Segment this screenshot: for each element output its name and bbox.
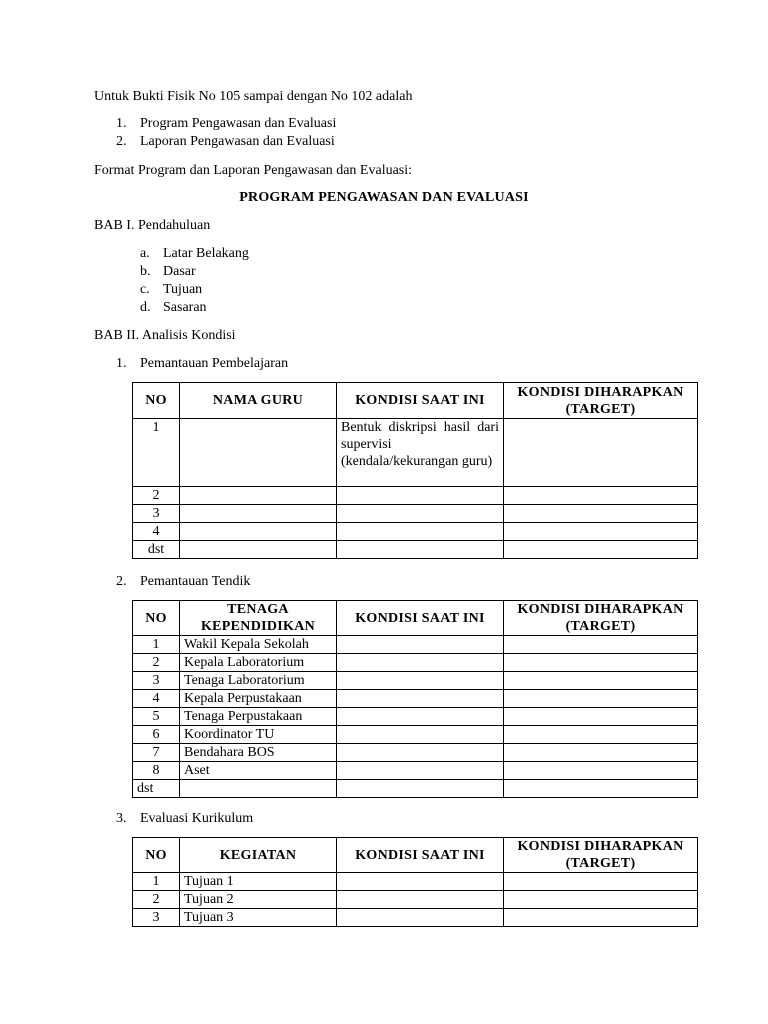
cell-no: 4 — [133, 690, 180, 708]
header-kegiatan: KEGIATAN — [180, 838, 337, 873]
bab2-heading: BAB II. Analisis Kondisi — [94, 328, 236, 343]
cell-tenaga — [180, 780, 337, 798]
cell-kondisi-saat-ini — [337, 744, 504, 762]
bab1-heading: BAB I. Pendahuluan — [94, 218, 211, 233]
intro-text: Untuk Bukti Fisik No 105 sampai dengan No 102 adalah — [94, 89, 413, 104]
cell-kondisi-saat-ini — [337, 891, 504, 909]
cell-kondisi-saat-ini — [337, 708, 504, 726]
intro-list-number: 2. — [116, 134, 127, 149]
bab1-item: Sasaran — [163, 300, 207, 315]
document-title: PROGRAM PENGAWASAN DAN EVALUASI — [239, 190, 529, 205]
cell-no: dst — [133, 541, 180, 559]
header-kondisi-diharapkan: KONDISI DIHARAPKAN (TARGET) — [504, 383, 698, 419]
cell-kondisi-saat-ini — [337, 505, 504, 523]
cell-kondisi-diharapkan — [504, 708, 698, 726]
table-pemantauan-pembelajaran — [132, 382, 698, 559]
cell-kondisi-saat-ini — [337, 487, 504, 505]
cell-tenaga: Bendahara BOS — [180, 744, 337, 762]
cell-nama-guru — [180, 505, 337, 523]
table-row — [133, 780, 698, 798]
header-kondisi-diharapkan: KONDISI DIHARAPKAN (TARGET) — [504, 838, 698, 873]
header-no: NO — [133, 383, 180, 419]
cell-kondisi-diharapkan — [504, 744, 698, 762]
bab1-item-letter: a. — [140, 246, 150, 261]
cell-tenaga: Koordinator TU — [180, 726, 337, 744]
cell-kondisi-diharapkan — [504, 487, 698, 505]
header-no: NO — [133, 838, 180, 873]
cell-kondisi-diharapkan — [504, 654, 698, 672]
table-row — [133, 726, 698, 744]
header-nama-guru: NAMA GURU — [180, 383, 337, 419]
cell-kondisi-saat-ini — [337, 873, 504, 891]
cell-tenaga: Tenaga Laboratorium — [180, 672, 337, 690]
cell-kondisi-diharapkan — [504, 505, 698, 523]
cell-tenaga: Kepala Perpustakaan — [180, 690, 337, 708]
cell-kondisi-saat-ini — [337, 541, 504, 559]
cell-no: 2 — [133, 487, 180, 505]
cell-kegiatan: Tujuan 3 — [180, 909, 337, 927]
cell-no: 7 — [133, 744, 180, 762]
table-evaluasi-kurikulum — [132, 837, 698, 927]
cell-no: 2 — [133, 891, 180, 909]
table-row — [133, 487, 698, 505]
bab1-item-letter: b. — [140, 264, 151, 279]
cell-no: 1 — [133, 873, 180, 891]
table-row — [133, 690, 698, 708]
cell-no: 3 — [133, 672, 180, 690]
cell-no: 3 — [133, 505, 180, 523]
bab1-item: Dasar — [163, 264, 196, 279]
cell-no: 3 — [133, 909, 180, 927]
bab1-item: Latar Belakang — [163, 246, 249, 261]
cell-kondisi-diharapkan — [504, 672, 698, 690]
cell-kondisi-saat-ini — [337, 523, 504, 541]
cell-kondisi-diharapkan — [504, 909, 698, 927]
table-row — [133, 419, 698, 487]
cell-kondisi-saat-ini — [337, 726, 504, 744]
cell-kondisi-diharapkan — [504, 726, 698, 744]
table-row — [133, 505, 698, 523]
table-row — [133, 873, 698, 891]
cell-kondisi-diharapkan — [504, 891, 698, 909]
header-kondisi-diharapkan: KONDISI DIHARAPKAN (TARGET) — [504, 601, 698, 636]
table-row — [133, 523, 698, 541]
section-number: 2. — [116, 574, 127, 589]
cell-tenaga: Kepala Laboratorium — [180, 654, 337, 672]
cell-nama-guru — [180, 541, 337, 559]
header-kondisi-saat-ini: KONDISI SAAT INI — [337, 601, 504, 636]
header-kondisi-saat-ini: KONDISI SAAT INI — [337, 838, 504, 873]
table-header-row — [133, 383, 698, 419]
cell-nama-guru — [180, 419, 337, 487]
header-kondisi-saat-ini: KONDISI SAAT INI — [337, 383, 504, 419]
cell-no: 2 — [133, 654, 180, 672]
section-title: Evaluasi Kurikulum — [140, 811, 254, 826]
cell-kondisi-saat-ini — [337, 762, 504, 780]
bab1-item-letter: d. — [140, 300, 151, 315]
cell-kegiatan: Tujuan 2 — [180, 891, 337, 909]
table-pemantauan-tendik — [132, 600, 698, 798]
cell-kondisi-diharapkan — [504, 636, 698, 654]
cell-kondisi-diharapkan — [504, 523, 698, 541]
section-title: Pemantauan Pembelajaran — [140, 356, 289, 371]
table-row — [133, 654, 698, 672]
format-line: Format Program dan Laporan Pengawasan dan Evaluasi: — [94, 163, 413, 178]
table-row — [133, 636, 698, 654]
cell-nama-guru — [180, 523, 337, 541]
intro-list-item: Program Pengawasan dan Evaluasi — [140, 116, 337, 131]
cell-no: 8 — [133, 762, 180, 780]
table-row — [133, 744, 698, 762]
intro-list-item: Laporan Pengawasan dan Evaluasi — [140, 134, 335, 149]
cell-kondisi-saat-ini — [337, 654, 504, 672]
table-row — [133, 762, 698, 780]
cell-no: 4 — [133, 523, 180, 541]
table-header-row — [133, 601, 698, 636]
cell-kondisi-diharapkan — [504, 780, 698, 798]
bab1-item: Tujuan — [163, 282, 203, 297]
cell-kondisi-saat-ini — [337, 636, 504, 654]
cell-nama-guru — [180, 487, 337, 505]
cell-tenaga: Wakil Kepala Sekolah — [180, 636, 337, 654]
table-row — [133, 708, 698, 726]
cell-kondisi-saat-ini — [337, 909, 504, 927]
cell-no: 5 — [133, 708, 180, 726]
section-number: 3. — [116, 811, 127, 826]
cell-kondisi-diharapkan — [504, 762, 698, 780]
cell-no: 6 — [133, 726, 180, 744]
cell-kondisi-diharapkan — [504, 541, 698, 559]
header-tenaga-kependidikan: TENAGA KEPENDIDIKAN — [180, 601, 337, 636]
cell-no: 1 — [133, 636, 180, 654]
cell-tenaga: Aset — [180, 762, 337, 780]
cell-no: 1 — [133, 419, 180, 487]
cell-kegiatan: Tujuan 1 — [180, 873, 337, 891]
intro-list-number: 1. — [116, 116, 127, 131]
cell-kondisi-diharapkan — [504, 419, 698, 487]
section-title: Pemantauan Tendik — [140, 574, 251, 589]
table-header-row — [133, 838, 698, 873]
cell-kondisi-diharapkan — [504, 690, 698, 708]
cell-kondisi-diharapkan — [504, 873, 698, 891]
section-number: 1. — [116, 356, 127, 371]
cell-kondisi-saat-ini — [337, 780, 504, 798]
table-row — [133, 672, 698, 690]
table-row — [133, 909, 698, 927]
table-row — [133, 891, 698, 909]
table-row — [133, 541, 698, 559]
cell-no: dst — [133, 780, 180, 798]
cell-kondisi-saat-ini — [337, 672, 504, 690]
header-no: NO — [133, 601, 180, 636]
bab1-item-letter: c. — [140, 282, 150, 297]
cell-tenaga: Tenaga Perpustakaan — [180, 708, 337, 726]
cell-kondisi-saat-ini — [337, 690, 504, 708]
cell-kondisi-saat-ini: Bentuk diskripsi hasil dari supervisi (kendala/kekurangan guru) — [337, 419, 504, 487]
